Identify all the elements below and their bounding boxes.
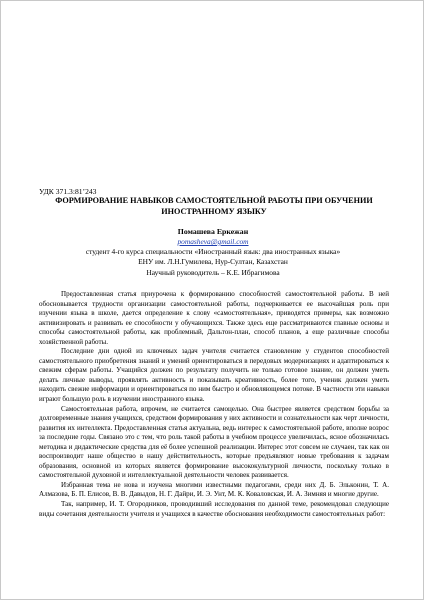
affiliation-line: студент 4-го курса специальности «Иностранный язык: два иностранных языка» <box>85 247 341 256</box>
paper-title: ФОРМИРОВАНИЕ НАВЫКОВ САМОСТОЯТЕЛЬНОЙ РАБОТЫ ПРИ ОБУЧЕНИИ ИНОСТРАННОМУ ЯЗЫКУ <box>55 196 373 216</box>
article-body <box>39 290 389 519</box>
abstract-paragraph: Предоставленная статья приурочена к формированию способностей самостоятельной работы. В ней обосновывается трудности организации самостоятельной работы, подчеркивается ее высочайшая роль при изучении языка в школе, дается определение к слову «самостоятельная», приводятся примеры, как возможно активизировать и развивать ее способности у обучающихся. Также здесь еще рассматриваются главные основы и способы самостоятельной работы, как проблемный, Дальтон-план, способ планов, а еще различные способы хозяйственной работы. <box>39 290 389 346</box>
affiliation-line: ЕНУ им. Л.Н.Гумилева, Нур-Султан, Казахстан <box>138 257 288 267</box>
author-email-link[interactable]: pomasheva@gmail.com <box>177 237 249 246</box>
author-name: Помашева Еркежан <box>177 227 249 236</box>
body-paragraph: Избранная тема не нова и изучена многими известными педагогами, среди них Д. Б. Эльконин, Т. А. Алмазова, Б. П. Елисов, В. В. Давыдов, Н. Г. Дайри, И. Э. Унт, М. К. Коваловская, И. А. Зимняя и многие другие. <box>39 480 389 499</box>
body-paragraph: Так, например, И. Т. Огородников, проводивший исследования по данной теме, рекомендовал следующие виды сочетания деятельности учителя и учащихся в качестве обоснования необходимости самостоятельных работ: <box>39 500 389 518</box>
affiliation-line: Научный руководитель – К.Е. Ибрагимова <box>146 267 280 277</box>
body-paragraph: Самостоятельная работа, впрочем, не считается самоцелью. Она быстрее является средством борьбы за долговременные знания учащихся, средством формирования у них активности и сознательности как черт личности, развития их интеллекта. Предоставленная статья актуальна, ведь интерес к самостоятельной работе, вполне возрос за последние годы. Связано это с тем, что роль такой работы в учебном процессе увеличилась, ясное обозначилась методика и дидактические средства для её более успешной реализации. Интерес этот совсем не случаен, так как он воспроизводит наше общество в нашу действительность, которые предъявляют новые требования к задачам образования, основной из которых является формирование высококультурной личности, поскольку только в самостоятельной духовной и интеллектуальной деятельности человек развивается. <box>39 404 389 480</box>
udk-code: УДК 371.3:81’243 <box>39 187 97 196</box>
body-paragraph: Последние дни одной из ключевых задач учителя считается становление у студентов способностей самостоятельного приобретения знаний и умений ориентироваться в передовых модернизациях и адаптироваться к свежим сферам работы. Учащийся должен по результату получить не только готовое знание, он должен уметь делать личные выводы, проявлять активность и показывать креативность, более того, ученик должен уметь находить свежие информации и ориентироваться по ним быстро и обновляющемся потоке. В частности эти навыки играют большую роль в изучении иностранного языка. <box>39 347 389 404</box>
author-affiliation <box>1 247 424 278</box>
